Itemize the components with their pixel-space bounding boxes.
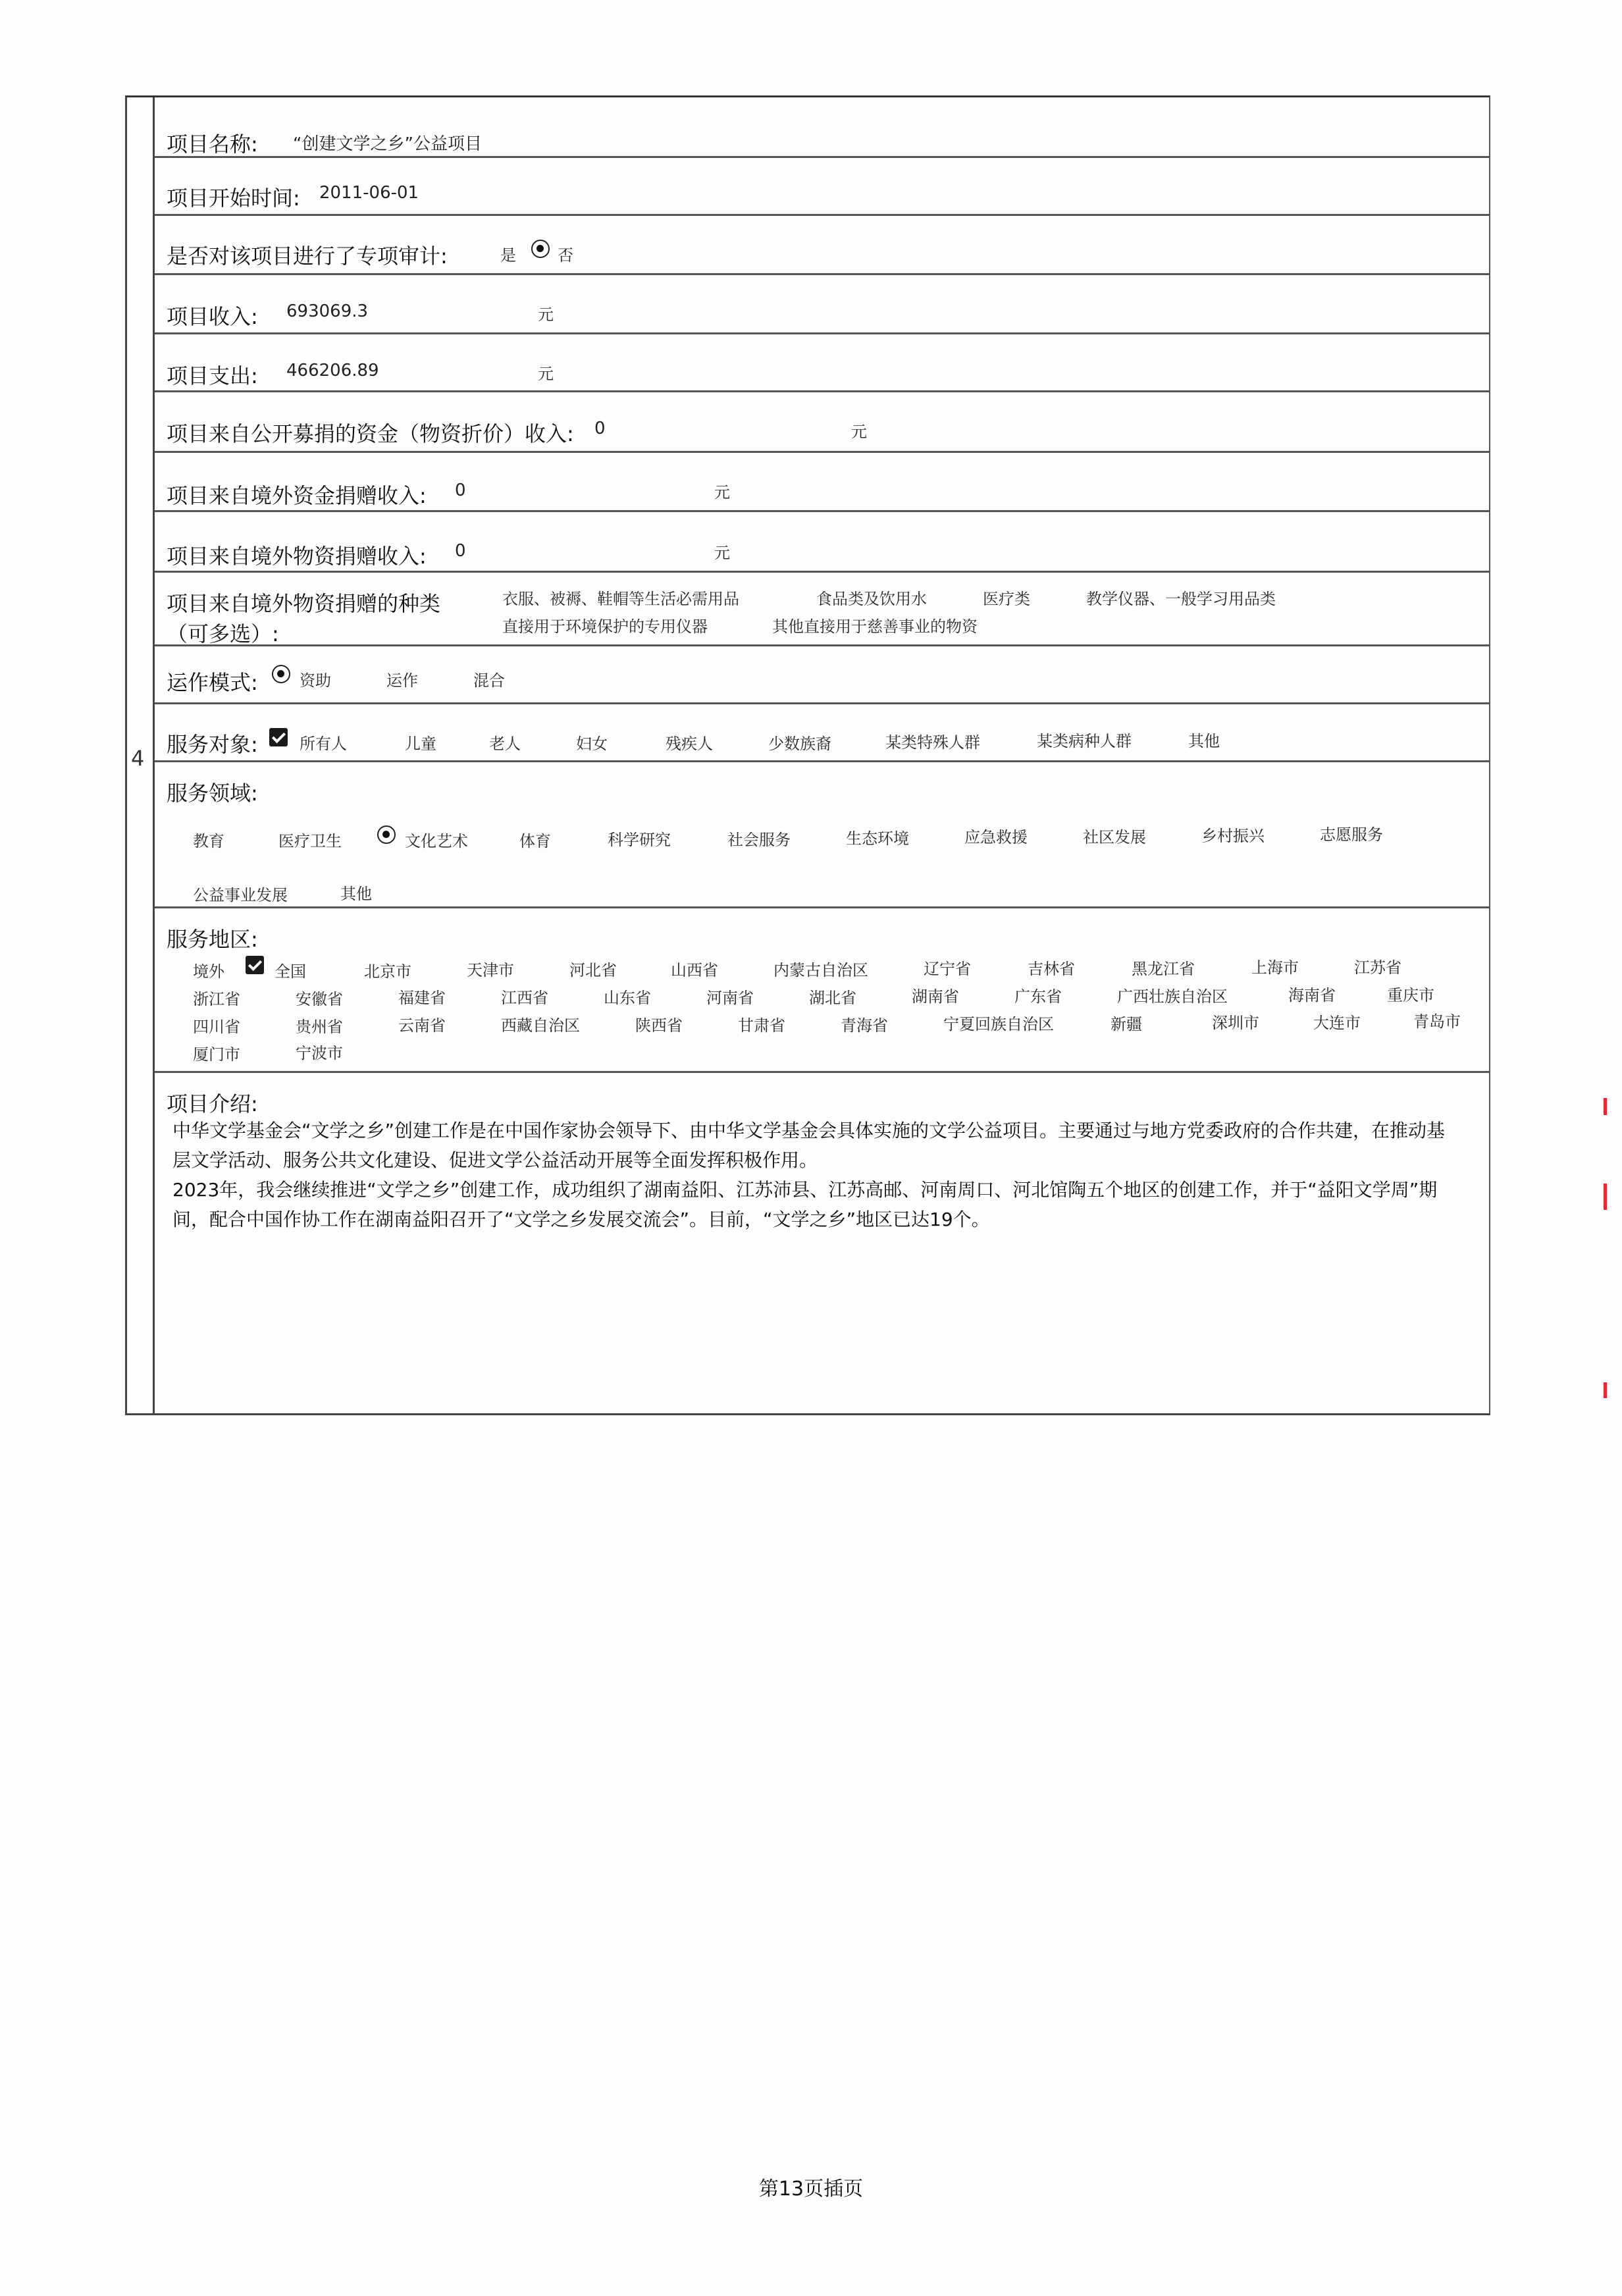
- region-option[interactable]: 河北省: [569, 961, 617, 979]
- region-option[interactable]: 云南省: [398, 1016, 446, 1035]
- row-foreign-cash: [155, 453, 1489, 512]
- goods-types-label-1: 项目来自境外物资捐赠的种类: [167, 591, 441, 616]
- field-option[interactable]: 社会服务: [727, 831, 791, 849]
- row-expense: [155, 334, 1489, 392]
- row-audit: [155, 216, 1489, 275]
- goods-type-option[interactable]: 衣服、被褥、鞋帽等生活必需用品: [502, 590, 739, 608]
- mode-option[interactable]: 混合: [473, 671, 505, 690]
- audit-no-radio[interactable]: [531, 240, 550, 258]
- intro-paragraph: 中华文学基金会“文学之乡”创建工作是在中国作家协会领导下、由中华文学基金会具体实施的文学公益项目。主要通过与地方党委政府的合作共建，在推动基层文学活动、服务公共文化建设、促进文学公益活动开展等全面发挥积极作用。: [172, 1120, 1446, 1171]
- field-option[interactable]: 医疗卫生: [278, 832, 342, 850]
- target-option[interactable]: 老人: [489, 735, 521, 753]
- goods-type-option[interactable]: 其他直接用于慈善事业的物资: [772, 617, 978, 636]
- region-option[interactable]: 天津市: [467, 961, 514, 979]
- region-option[interactable]: 宁夏回族自治区: [943, 1015, 1054, 1033]
- region-option[interactable]: 安徽省: [296, 990, 343, 1008]
- row-service-targets: [155, 704, 1489, 762]
- start-time-label: 项目开始时间:: [167, 186, 300, 211]
- field-option[interactable]: 文化艺术: [405, 832, 468, 850]
- audit-label: 是否对该项目进行了专项审计:: [167, 244, 448, 269]
- region-option[interactable]: 贵州省: [296, 1018, 343, 1036]
- region-option[interactable]: 四川省: [193, 1018, 240, 1036]
- region-option[interactable]: 海南省: [1288, 986, 1336, 1004]
- foreign-cash-value: 0: [455, 481, 466, 500]
- field-option[interactable]: 其他: [340, 885, 372, 903]
- service-targets-label: 服务对象:: [167, 732, 258, 757]
- expense-label: 项目支出:: [167, 363, 258, 388]
- region-option[interactable]: 山西省: [671, 961, 718, 979]
- public-income-value: 0: [594, 419, 606, 438]
- region-option[interactable]: 青岛市: [1413, 1012, 1461, 1031]
- goods-type-option[interactable]: 医疗类: [983, 590, 1030, 608]
- region-option[interactable]: 北京市: [364, 962, 411, 981]
- intro-paragraph: 2023年，我会继续推进“文学之乡”创建工作，成功组织了湖南益阳、江苏沛县、江苏高邮、河南周口、河北馆陶五个地区的创建工作，并于“益阳文学周”期间，配合中国作协工作在湖南益阳召开了“文学之乡发展交流会”。目前，“文学之乡”地区已达19个。: [172, 1179, 1438, 1230]
- row-operation-mode: [155, 646, 1489, 704]
- red-margin-mark: [1604, 1382, 1607, 1398]
- target-option[interactable]: 所有人: [300, 735, 347, 753]
- row-service-fields: [155, 762, 1489, 908]
- region-checkbox-checked[interactable]: [246, 956, 264, 974]
- target-option[interactable]: 妇女: [576, 735, 608, 753]
- field-option[interactable]: 科学研究: [608, 831, 671, 849]
- field-option[interactable]: 公益事业发展: [193, 886, 288, 904]
- region-option[interactable]: 大连市: [1313, 1014, 1361, 1032]
- region-option[interactable]: 吉林省: [1028, 960, 1075, 978]
- service-regions-label: 服务地区:: [167, 927, 258, 952]
- row-project-name: [155, 97, 1489, 158]
- red-margin-mark: [1604, 1098, 1607, 1115]
- field-option[interactable]: 乡村振兴: [1201, 827, 1265, 845]
- target-option[interactable]: 某类特殊人群: [885, 733, 980, 752]
- field-option[interactable]: 生态环境: [846, 829, 909, 848]
- page-footer: 第13页插页: [758, 2178, 864, 2201]
- region-option[interactable]: 陕西省: [635, 1016, 683, 1035]
- target-option[interactable]: 儿童: [405, 735, 436, 753]
- field-option[interactable]: 体育: [519, 832, 551, 850]
- project-intro-label: 项目介绍:: [167, 1091, 258, 1116]
- project-name-label: 项目名称:: [167, 132, 258, 157]
- region-option[interactable]: 西藏自治区: [501, 1016, 580, 1035]
- row-public-income: [155, 392, 1489, 453]
- field-option[interactable]: 应急救援: [964, 828, 1028, 847]
- region-option[interactable]: 青海省: [841, 1016, 888, 1035]
- row-goods-types: [155, 573, 1489, 646]
- project-name-value: “创建文学之乡”公益项目: [293, 134, 482, 154]
- region-option[interactable]: 山东省: [604, 989, 651, 1007]
- region-option[interactable]: 福建省: [398, 989, 446, 1007]
- region-option[interactable]: 境外: [193, 962, 224, 981]
- expense-value: 466206.89: [286, 361, 379, 380]
- field-option[interactable]: 教育: [193, 832, 224, 850]
- expense-unit: 元: [538, 365, 554, 383]
- region-option[interactable]: 湖北省: [809, 989, 856, 1007]
- row-start-time: [155, 158, 1489, 216]
- region-option[interactable]: 辽宁省: [924, 960, 971, 978]
- foreign-goods-unit: 元: [714, 544, 730, 562]
- region-option[interactable]: 全国: [275, 962, 306, 981]
- income-unit: 元: [538, 305, 554, 324]
- audit-no-option[interactable]: 否: [558, 246, 573, 265]
- row-foreign-goods: [155, 512, 1489, 573]
- region-option[interactable]: 上海市: [1251, 958, 1299, 977]
- foreign-cash-label: 项目来自境外资金捐赠收入:: [167, 483, 427, 508]
- goods-types-label-2: （可多选）:: [167, 621, 279, 646]
- field-radio-selected[interactable]: [377, 825, 396, 844]
- foreign-cash-unit: 元: [714, 483, 730, 502]
- start-time-value: 2011-06-01: [319, 183, 419, 203]
- region-option[interactable]: 广东省: [1014, 987, 1062, 1006]
- public-income-label: 项目来自公开募捐的资金（物资折价）收入:: [167, 421, 574, 446]
- region-option[interactable]: 江苏省: [1354, 958, 1401, 977]
- target-option[interactable]: 残疾人: [666, 735, 713, 753]
- public-income-unit: 元: [851, 423, 867, 441]
- audit-yes-option[interactable]: 是: [500, 246, 516, 265]
- field-option[interactable]: 志愿服务: [1320, 825, 1383, 844]
- region-option[interactable]: 江西省: [501, 989, 548, 1007]
- row-income: [155, 275, 1489, 334]
- region-option[interactable]: 深圳市: [1212, 1014, 1259, 1032]
- mode-radio-selected[interactable]: [272, 665, 290, 683]
- region-option[interactable]: 湖南省: [912, 987, 959, 1006]
- red-margin-mark: [1604, 1184, 1607, 1210]
- mode-option[interactable]: 资助: [300, 671, 331, 690]
- target-checkbox-checked[interactable]: [269, 728, 288, 746]
- region-option[interactable]: 河南省: [706, 989, 754, 1007]
- region-option[interactable]: 黑龙江省: [1132, 960, 1195, 978]
- service-fields-label: 服务领域:: [167, 781, 258, 806]
- region-option[interactable]: 宁波市: [296, 1044, 343, 1062]
- mode-option[interactable]: 运作: [386, 671, 418, 690]
- region-option[interactable]: 浙江省: [193, 990, 240, 1008]
- row-number-column: [127, 97, 155, 1413]
- region-option[interactable]: 厦门市: [193, 1045, 240, 1064]
- target-option[interactable]: 少数族裔: [768, 735, 831, 753]
- row-service-regions: [155, 908, 1489, 1073]
- income-label: 项目收入:: [167, 304, 258, 329]
- row-number: 4: [131, 746, 145, 771]
- region-option[interactable]: 内蒙古自治区: [773, 961, 868, 979]
- target-option[interactable]: 其他: [1188, 732, 1220, 750]
- goods-type-option[interactable]: 教学仪器、一般学习用品类: [1086, 590, 1276, 608]
- foreign-goods-label: 项目来自境外物资捐赠收入:: [167, 544, 427, 569]
- target-option[interactable]: 某类病种人群: [1037, 732, 1132, 750]
- income-value: 693069.3: [286, 301, 369, 321]
- operation-mode-label: 运作模式:: [167, 670, 258, 695]
- foreign-goods-value: 0: [455, 541, 466, 561]
- region-option[interactable]: 新疆: [1111, 1015, 1142, 1033]
- project-intro-text: [172, 1116, 1463, 1234]
- field-option[interactable]: 社区发展: [1083, 828, 1146, 847]
- region-option[interactable]: 重庆市: [1387, 986, 1434, 1004]
- region-option[interactable]: 广西壮族自治区: [1117, 987, 1228, 1006]
- goods-type-option[interactable]: 食品类及饮用水: [816, 590, 927, 608]
- goods-type-option[interactable]: 直接用于环境保护的专用仪器: [502, 617, 708, 636]
- region-option[interactable]: 甘肃省: [738, 1016, 785, 1035]
